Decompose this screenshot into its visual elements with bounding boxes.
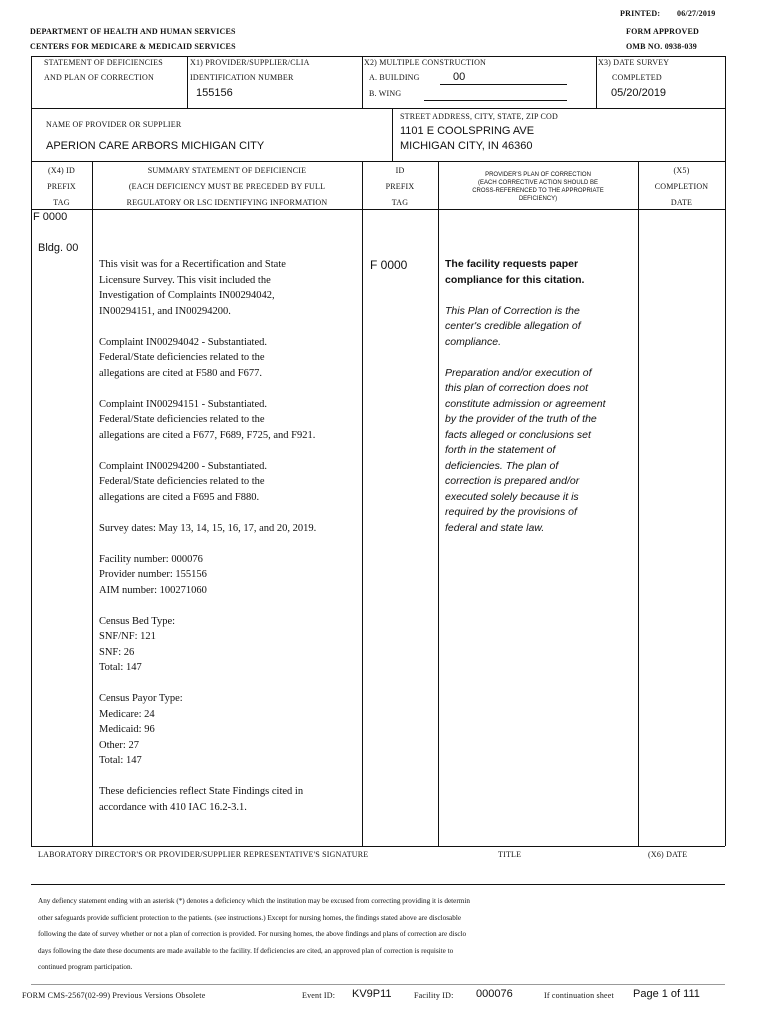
date-label: (X6) DATE (648, 850, 688, 859)
id-header-line2: PREFIX (385, 182, 415, 191)
id-header-line3: TAG (391, 198, 409, 207)
plan-header-line3: CROSS-REFERENCED TO THE APPROPRIATE (472, 188, 604, 194)
x3-label-line1: X3) DATE SURVEY (598, 58, 670, 67)
left-prefix-tag: F 0000 (33, 211, 68, 223)
summary-header-line3: REGULATORY OR LSC IDENTIFYING INFORMATION (126, 198, 328, 207)
plan-header-line4: DEFICIENCY) (518, 196, 558, 202)
right-prefix-tag: F 0000 (370, 258, 408, 272)
x5-header-line3: DATE (670, 198, 693, 207)
summary-paragraph: Census Payor Type: Medicare: 24 Medicaid: 96 Other: 27 Total: 147 (99, 693, 183, 766)
department-heading: DEPARTMENT OF HEALTH AND HUMAN SERVICES (30, 27, 236, 36)
disclaimer-line: other safeguards provide sufficient protection to the patients. (see instructions.) Except for nursing homes, the findings stated above are disclosable (38, 913, 462, 922)
address-label: STREET ADDRESS, CITY, STATE, ZIP COD (400, 112, 558, 121)
statement-label-line1: STATEMENT OF DEFICIENCIES (44, 58, 163, 67)
printed-date: 06/27/2019 (677, 9, 716, 18)
summary-statement (99, 257, 361, 831)
plan-paragraphs (445, 304, 635, 537)
summary-paragraph: This visit was for a Recertification and State Licensure Survey. This visit included the Investigation of Complaints IN00294042, IN00294151, and IN00294200. (99, 259, 286, 317)
event-id-value: KV9P11 (352, 988, 392, 1000)
wing-label: B. WING (369, 89, 402, 98)
centers-heading: CENTERS FOR MEDICARE & MEDICAID SERVICES (30, 42, 236, 51)
provider-name-label: NAME OF PROVIDER OR SUPPLIER (46, 120, 182, 129)
disclaimer-line: Any defiency statement ending with an asterisk (*) denotes a deficiency which the institution may be excused from correcting providing it is determin (38, 897, 470, 905)
disclaimer-line: days following the date these documents are made available to the facility. If deficiencies are cited, an approved plan of correction is requisite to (38, 946, 454, 955)
summary-paragraph: These deficiencies reflect State Findings cited in accordance with 410 IAC 16.2-3.1. (99, 786, 304, 813)
summary-paragraph: Complaint IN00294200 - Substantiated. Federal/State deficiencies related to the allegations are cited a F695 and F880. (99, 460, 267, 503)
title-label: TITLE (498, 850, 522, 859)
summary-paragraph: Complaint IN00294151 - Substantiated. Federal/State deficiencies related to the allegations are cited a F677, F689, F725, and F921. (99, 398, 316, 441)
plan-header-line1: PROVIDER'S PLAN OF CORRECTION (485, 172, 591, 178)
x5-header-line1: (X5) (673, 166, 690, 175)
plan-paragraph: This Plan of Correction is the center's credible allegation of compliance. (445, 304, 581, 348)
summary-header-line2: (EACH DEFICIENCY MUST BE PRECEDED BY FULL (128, 182, 326, 191)
page-number: Page 1 of 111 (633, 988, 700, 1000)
plan-header-line2: (EACH CORRECTIVE ACTION SHOULD BE (477, 180, 599, 186)
provider-name-value: APERION CARE ARBORS MICHIGAN CITY (46, 140, 265, 152)
address-line2: MICHIGAN CITY, IN 46360 (400, 140, 533, 152)
provider-id-value: 155156 (196, 87, 233, 99)
building-tag: Bldg. 00 (38, 242, 79, 254)
summary-paragraph: Complaint IN00294042 - Substantiated. Federal/State deficiencies related to the allegations are cited at F580 and F677. (99, 336, 267, 379)
building-value: 00 (453, 71, 466, 83)
x1-label-line1: X1) PROVIDER/SUPPLIER/CLIA (190, 58, 310, 67)
x3-label-line2: COMPLETED (612, 73, 662, 82)
x4-header-line1: (X4) ID (48, 166, 75, 175)
building-label: A. BUILDING (369, 73, 420, 82)
summary-paragraph: Survey dates: May 13, 14, 15, 16, 17, and 20, 2019. (99, 522, 317, 534)
facility-id-label: Facility ID: (414, 991, 454, 1000)
plan-paragraph: Preparation and/or execution of this plan of correction does not constitute admission or agreement by the provider of the truth of the facts alleged or conclusions set forth in the statement of deficiencies. The plan of correction is prepared and/or executed solely because it is required by the provisions of federal and state law. (445, 366, 606, 534)
disclaimer-line: following the date of survey whether or not a plan of correction is provided. For nursing homes, the above findings and plans of correction are disclo (38, 930, 467, 938)
plan-of-correction (445, 257, 635, 552)
x5-header-line2: COMPLETION (654, 182, 709, 191)
x4-header-line2: PREFIX (47, 182, 76, 191)
disclaimer-line: continued program participation. (38, 963, 133, 971)
x2-label: X2) MULTIPLE CONSTRUCTION (364, 58, 487, 67)
omb-number: OMB NO. 0938-039 (626, 42, 697, 51)
address-line1: 1101 E COOLSPRING AVE (400, 125, 535, 137)
statement-label-line2: AND PLAN OF CORRECTION (44, 73, 154, 82)
x1-label-line2: IDENTIFICATION NUMBER (190, 73, 294, 82)
summary-paragraph: Facility number: 000076 Provider number: 155156 AIM number: 100271060 (99, 553, 207, 596)
event-id-label: Event ID: (302, 991, 336, 1000)
summary-paragraph: Census Bed Type: SNF/NF: 121 SNF: 26 Total: 147 (99, 615, 176, 673)
form-approved-label: FORM APPROVED (626, 27, 700, 36)
id-header-line1: ID (395, 166, 405, 175)
continuation-label: If continuation sheet (544, 991, 614, 1000)
form-number: FORM CMS-2567(02-99) Previous Versions Obsolete (22, 991, 206, 1000)
disclaimer (38, 893, 728, 976)
signature-label: LABORATORY DIRECTOR'S OR PROVIDER/SUPPLIER REPRESENTATIVE'S SIGNATURE (38, 850, 369, 859)
plan-bold-statement: The facility requests paper compliance for this citation. (445, 258, 585, 286)
x4-header-line3: TAG (53, 198, 70, 207)
summary-header-line1: SUMMARY STATEMENT OF DEFICIENCIE (147, 166, 307, 175)
survey-date-value: 05/20/2019 (611, 87, 667, 99)
printed-label: PRINTED: (620, 9, 661, 18)
facility-id-value: 000076 (476, 988, 513, 1000)
